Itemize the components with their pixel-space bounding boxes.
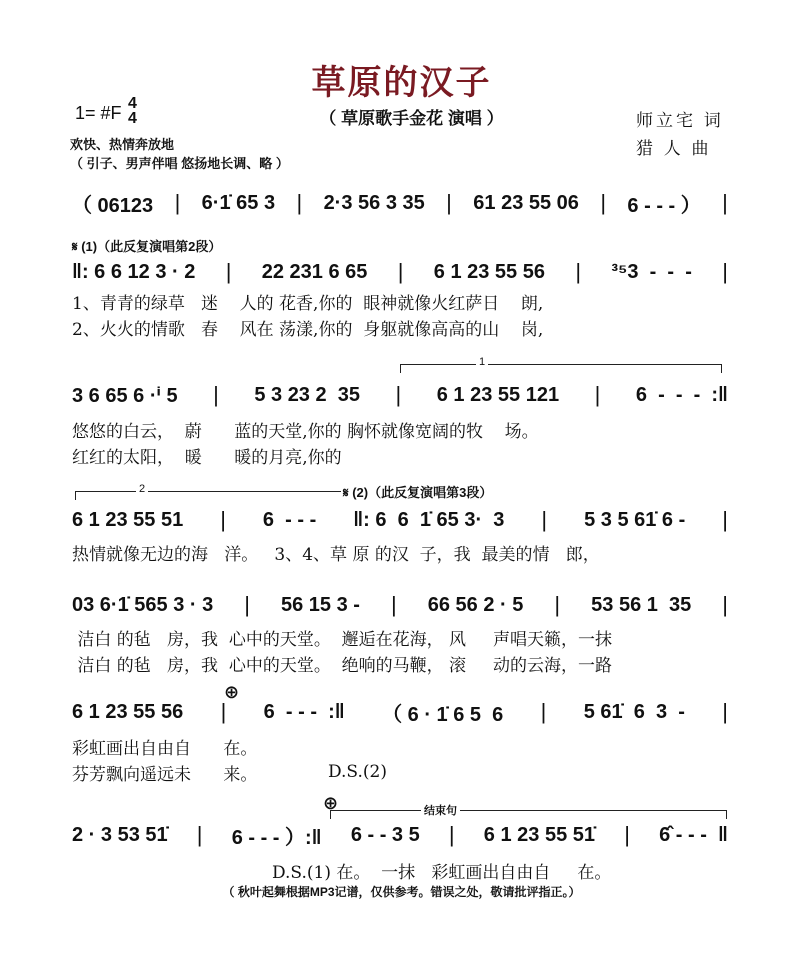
barline: | bbox=[624, 822, 630, 847]
barline: | bbox=[220, 507, 226, 532]
lyric-line: 2、火火的情歌 春 风在 荡漾,你的 身躯就像高高的山 岗, bbox=[72, 320, 544, 340]
measure: 5 3 23 2 35 bbox=[254, 383, 360, 406]
measure: 6 - - - ） bbox=[627, 194, 701, 217]
barline: | bbox=[722, 259, 728, 284]
barline: | bbox=[541, 507, 548, 532]
measure: 2 · 3 53 51̇ bbox=[72, 823, 168, 846]
notation-line bbox=[72, 592, 728, 618]
barline: | bbox=[395, 382, 402, 407]
measure: ³⁵3 - - - bbox=[611, 260, 692, 283]
measure: 6 - - - :‖ bbox=[263, 700, 345, 723]
barline: | bbox=[213, 382, 219, 407]
measure: 6 - - - :‖ bbox=[635, 383, 728, 406]
measure: 6 1 23 55 51 bbox=[72, 508, 184, 531]
barline: | bbox=[446, 190, 452, 215]
notation-line bbox=[72, 507, 728, 533]
barline: | bbox=[722, 507, 728, 532]
barline: | bbox=[244, 592, 250, 617]
barline: | bbox=[397, 259, 404, 284]
barline: | bbox=[448, 822, 455, 847]
lyric-line: D.S.(1) 在。 一抹 彩虹画出自由自 在。 bbox=[272, 863, 612, 883]
barline: | bbox=[540, 699, 547, 724]
barline: | bbox=[600, 190, 607, 215]
barline: | bbox=[554, 592, 561, 617]
barline: | bbox=[722, 592, 728, 617]
barline: | bbox=[174, 190, 181, 215]
song-title: 草原的汉子 bbox=[311, 64, 492, 102]
measure: 66 56 2 · 5 bbox=[427, 593, 524, 616]
coda-sign-2: ⊕ bbox=[323, 793, 339, 813]
notation-line bbox=[72, 259, 728, 285]
key-signature: 1= #F bbox=[75, 103, 122, 123]
barline: | bbox=[390, 592, 397, 617]
volta-bracket-2 bbox=[75, 483, 341, 500]
measure: （ 06123 bbox=[72, 194, 154, 217]
notation-line bbox=[72, 822, 728, 848]
meter-top: 4 bbox=[128, 95, 137, 112]
lyric-line: 红红的太阳， 暖 暖的月亮,你的 bbox=[72, 448, 342, 468]
barline: | bbox=[575, 259, 582, 284]
intro-note: （ 引子、男声伴唱 悠扬地长调、略 ） bbox=[70, 156, 289, 171]
barline: | bbox=[594, 382, 601, 407]
ds2-mark: D.S.(2) bbox=[328, 762, 387, 782]
ending-label: 结束句 bbox=[421, 802, 460, 818]
notation-line bbox=[72, 699, 728, 725]
measure: 03 6·1̇ 565 3 · 3 bbox=[72, 593, 214, 616]
measure: 6 - - 3 5 bbox=[350, 823, 420, 846]
ending-bracket bbox=[330, 805, 727, 819]
measure: 6 1 23 55 51̇ bbox=[483, 823, 596, 846]
measure: 53 56 1 35 bbox=[591, 593, 692, 616]
measure: 3 6 65 6 ·ⁱ 5 bbox=[72, 384, 178, 407]
barline: | bbox=[722, 699, 728, 724]
lyric-line: 1、青青的绿草 迷 人的 花香,你的 眼神就像火红萨日 朗, bbox=[72, 294, 544, 314]
measure: 61 23 55 06 bbox=[473, 191, 579, 214]
barline: | bbox=[220, 699, 227, 724]
lyric-line: 热情就像无边的海 洋。 3、4、草 原 的汉 子，我 最美的情 郎， bbox=[72, 545, 600, 565]
notation-line bbox=[72, 190, 728, 216]
meter-bottom: 4 bbox=[128, 110, 137, 127]
measure: 6 1 23 55 121 bbox=[436, 383, 560, 406]
composer-credit: 猎 人 曲 bbox=[636, 139, 712, 158]
measure: 6 - - - bbox=[262, 508, 317, 531]
measure: ‖: 6 6 12 3 · 2 bbox=[72, 260, 196, 283]
lyric-line: 芬芳飘向遥远未 来。 bbox=[72, 765, 258, 785]
measure: 2·3 56 3 35 bbox=[323, 191, 425, 214]
lyric-line: 彩虹画出自由自 在。 bbox=[72, 739, 258, 759]
coda-sign-1: ⊕ bbox=[224, 682, 240, 702]
measure: 56 15 3 - bbox=[281, 593, 360, 616]
measure: 6·1̇ 65 3 bbox=[201, 191, 276, 214]
barline: | bbox=[722, 190, 728, 215]
lyric-line: 洁白 的毡 房，我 心中的天堂。 邂逅在花海， 风 声唱天籁，一抹 bbox=[72, 630, 613, 650]
barline: | bbox=[296, 190, 303, 215]
measure: （ 6 · 1̇ 6 5 6 bbox=[382, 703, 504, 726]
lyric-line: 洁白 的毡 房，我 心中的天堂。 绝响的马鞭， 滚 动的云海，一路 bbox=[72, 656, 613, 676]
volta-bracket-1 bbox=[400, 356, 722, 373]
measure: ‖: 6 6 1̇ 65 3· 3 bbox=[353, 508, 505, 531]
notation-line bbox=[72, 382, 728, 408]
barline: | bbox=[196, 822, 203, 847]
measure: 6 1 23 55 56 bbox=[72, 700, 184, 723]
measure: 5 61̇ 6 3 - bbox=[583, 700, 685, 723]
volta-1-label: 1 bbox=[476, 356, 488, 368]
lyric-line: 悠悠的白云， 蔚 蓝的天堂,你的 胸怀就像宽阔的牧 场。 bbox=[72, 422, 539, 442]
measure: 6̂ - - - ‖ bbox=[659, 823, 728, 846]
measure: 5 3 5 61̇ 6 - bbox=[584, 508, 686, 531]
barline: | bbox=[225, 259, 232, 284]
tempo-marking: 欢快、热情奔放地 bbox=[70, 137, 175, 152]
volta-2-label: 2 bbox=[136, 483, 148, 495]
measure: 6 - - - ）:‖ bbox=[231, 826, 322, 849]
segno-mark-1: 𝄋 (1)（此反复演唱第2段） bbox=[72, 239, 222, 254]
measure: 22 231 6 65 bbox=[261, 260, 368, 283]
performer-subtitle: （ 草原歌手金花 演唱 ） bbox=[319, 109, 504, 128]
lyricist-credit: 师立宅 词 bbox=[636, 111, 724, 130]
footnote: （ 秋叶起舞根据MP3记谱，仅供参考。错误之处，敬请批评指正。） bbox=[222, 885, 581, 899]
measure: 6 1 23 55 56 bbox=[433, 260, 545, 283]
segno-mark-2: 𝄋 (2)（此反复演唱第3段） bbox=[343, 485, 493, 500]
